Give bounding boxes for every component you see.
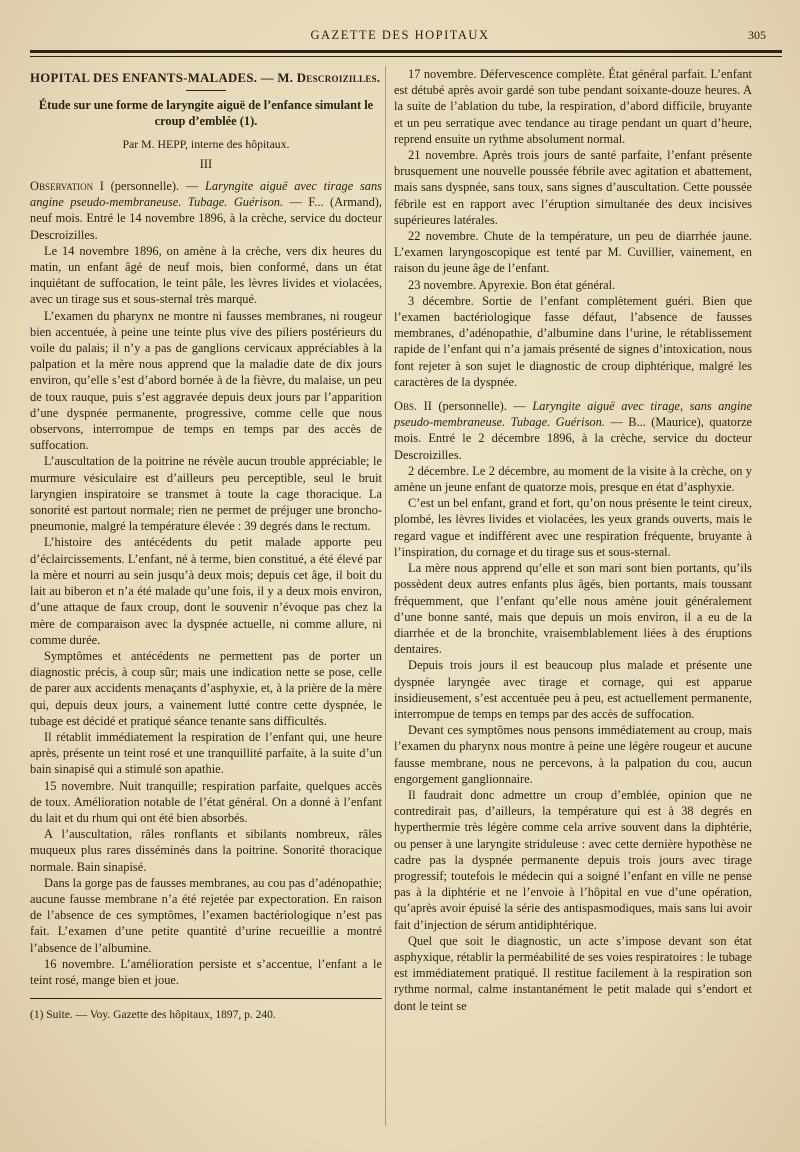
paragraph: Il rétablit immédiatement la respiration de l’enfant qui, une heure après, présente un teint rosé et une tranquillité parfaite, à la suite d’un bain sinapisé qui a stimulé son apathie.	[30, 729, 382, 777]
paragraph: 15 novembre. Nuit tranquille; respiration parfaite, quelques accès de toux. Amélioration notable de l’état général. On a donné à l’enfant du lait et du rhum qui ont été bien absorbés.	[30, 778, 382, 825]
paragraph: Il faudrait donc admettre un croup d’emblée, opinion que ne contredirait pas, d’ailleurs, la température qui est à 38 degrés en hyperthermie très légère comme cela arrive souvent dans la diphtérie, ou penser à une laryngite striduleuse : avec cette dernière hypothèse ne cadre pas la dyspnée permanente depuis trois jours avec tirage progressif; toutefois le médecin qui a soigné l’enfant en ville ne pense pas à la diphtérie et ne l’envoie à l’hôpital en vue d’une opération, qu’après avoir épuisé la série des antispasmodiques, mais sans lui avoir fait d’injection de sérum antidiphtérique.	[394, 787, 752, 932]
paragraph: L’examen du pharynx ne montre ni fausses membranes, ni rougeur bien accentuée, à peine une teinte plus vive des piliers postérieurs du voile du palais; il n’y a pas de ganglions cervicaux appréciables à la palpation et la mère nous apprend que la maladie date de dix jours environ, qu’elle s’est d’abord bornée à de la fièvre, du malaise, un peu de toux rauque, puis s’est aggravée depuis deux jours par l’apparition d’une dyspnée permanente, progressive, comme celle que nous observons, interrompue de temps en temps par des accès de suffocation.	[30, 308, 382, 453]
footnote-rule	[30, 998, 382, 999]
paragraph: Le 14 novembre 1896, on amène à la crèche, vers dix heures du matin, un enfant âgé de neuf mois, bien conformé, dans un état inquiétant de suffocation, le teint pâle, les lèvres livides et violacées, avec un tirage sus et sous-sternal très marqué.	[30, 243, 382, 307]
paragraph: Depuis trois jours il est beaucoup plus malade et présente une dyspnée laryngée avec tirage et cornage, qui est apparue insidieusement, s’est accentuée peu à peu, est actuellement permanente, interrompue de temps en temps par des accès de suffocation.	[394, 658, 752, 721]
paragraph: 21 novembre. Après trois jours de santé parfaite, l’enfant présente brusquement une nouvelle poussée fébrile avec agitation et abattement, mais sans dyspnée, sans toux, sans signes d’auscultation. Cette poussée fébrile est en rapport avec l’éruption simultanée des deux incisives supérieures latérales.	[394, 148, 752, 227]
paragraph: 16 novembre. L’amélioration persiste et s’accentue, l’enfant a le teint rosé, mange bien et joue.	[30, 956, 382, 987]
left-column	[30, 66, 382, 1023]
paragraph: 23 novembre. Apyrexie. Bon état général.	[408, 277, 616, 292]
paragraph: C’est un bel enfant, grand et fort, qu’on nous présente le teint cireux, plombé, les lèvres livides et violacées, les yeux grands ouverts, mais le regard vague et indifférent avec une respiration fréquente, bruyante à l’inspiration, du cornage et du tirage sus et sous-sternal.	[394, 496, 752, 559]
header-rule-thick	[30, 50, 782, 53]
observation-heading: Obs. II (personnelle). — Laryngite aiguë avec tirage, sans angine pseudo-membraneuse. Tubage. Guérison. — B... (Maurice), quatorze mois. Entré le 2 décembre 1896, à la crèche, service du docteur Descroizilles.	[394, 399, 752, 462]
title-rule	[186, 90, 226, 91]
paragraph: Symptômes et antécédents ne permettent pas de porter un diagnostic précis, à coup sûr; mais une indication nette se pose, celle de parer aux accidents menaçants d’asphyxie, et, à la prière de la mère qui, depuis deux jours, a vainement lutté contre cette dyspnée, le tubage est décidé et pratiqué séance tenante sans difficultés.	[30, 648, 382, 728]
journal-title: GAZETTE DES HOPITAUX	[310, 28, 490, 42]
paragraph: La mère nous apprend qu’elle et son mari sont bien portants, qu’ils possèdent deux autres enfants plus âgés, bien portants, mais toussant fréquemment, que l’enfant qu’elle nous amène jouit généralement d’une bonne santé, mais que depuis un mois environ, il a eu de la diarrhée et de la bronchite, vraisemblablement liées à des éruptions dentaires.	[394, 561, 752, 657]
paragraph: 3 décembre. Sortie de l’enfant complètement guéri. Bien que l’examen bactériologique fasse défaut, l’absence de fausses membranes, d’adénopathie, d’albumine dans l’urine, le rétablissement rapide de l’enfant qui n’a jamais présenté de signes d’intoxication, nous font rejeter à son sujet le diagnostic de croup diphtérique, malgré les caractères de la dyspnée.	[394, 293, 752, 389]
paragraph: Devant ces symptômes nous pensons immédiatement au croup, mais l’examen du pharynx nous montre à peine une légère rougeur et aucune fausse membrane, nous ne percevons, à la palpation du cou, aucun engorgement ganglionnaire.	[394, 723, 752, 786]
paragraph: L’histoire des antécédents du petit malade apporte peu d’éclaircissements. L’enfant, né à terme, bien constitué, a été élevé par la mère et nourri au sein jusqu’à deux mois; depuis cet âge, il boit du lait au biberon et n’a été malade qu’une fois, il y a deux mois environ, d’une attaque de faux croup, dont le souvenir n’évoque pas chez la mère de comparaison avec la dyspnée actuelle, ni comme allure, ni comme durée.	[30, 535, 382, 647]
column-divider	[385, 66, 386, 1126]
right-column	[394, 66, 752, 1014]
paragraph: 22 novembre. Chute de la température, un peu de diarrhée jaune. L’examen laryngoscopique est tenté par M. Cuvillier, vainement, en raison du jeune âge de l’enfant.	[394, 229, 752, 276]
spacer	[394, 390, 752, 398]
paragraph: A l’auscultation, râles ronflants et sibilants nombreux, râles muqueux plus rares disséminés dans la poitrine. Sonorité thoracique normale. Bain sinapisé.	[30, 827, 382, 874]
page-number: 305	[748, 28, 766, 42]
page-header	[30, 26, 770, 44]
author-line: Par M. HEPP, interne des hôpitaux.	[122, 136, 290, 151]
article-subtitle: Étude sur une forme de laryngite aiguë de l’enfance simulant le croup d’emblée (1).	[38, 98, 374, 129]
section-title: HOPITAL DES ENFANTS-MALADES. — M. Descroizilles.	[30, 71, 381, 85]
paragraph: Dans la gorge pas de fausses membranes, au cou pas d’adénopathie; aucune fausse membrane n’a été rejetée par expectoration. En raison de l’absence de ces symptômes, l’examen bactériologique n’est pas fait. L’examen d’une petite quantité d’urine recueillie a montré l’absence de l’albumine.	[30, 875, 382, 955]
paragraph: 17 novembre. Défervescence complète. État général parfait. L’enfant est détubé après avoir gardé son tube pendant soixante-douze heures. A la suite de l’ablation du tube, la respiration, d’abord difficile, bruyante et un peu serratique avec tendance au tirage pendant un quart d’heure, reprend ensuite un rythme absolument normal.	[394, 67, 752, 146]
paragraph: Quel que soit le diagnostic, un acte s’impose devant son état asphyxique, rétablir la perméabilité de ses voies respiratoires : le tubage est immédiatement pratiqué. Il restitue facilement à la respiration son rythme normal, calme instantanément le petit malade qui s’endort et dont le teint se	[394, 933, 752, 1013]
paragraph: 2 décembre. Le 2 décembre, au moment de la visite à la crèche, on y amène un jeune enfant de quatorze mois, presque en état d’asphyxie.	[394, 463, 752, 495]
paragraph: L’auscultation de la poitrine ne révèle aucun trouble appréciable; le murmure vésiculaire est d’ailleurs peu perceptible, seul le bruit laryngien inspiratoire se transmet à toute la cage thoracique. La sonorité est partout normale; rien ne permet de préjuger une broncho-pneumonie, malgré la température élevée : 39 degrés dans le rectum.	[30, 454, 382, 534]
footnote: (1) Suite. — Voy. Gazette des hôpitaux, 1897, p. 240.	[30, 1009, 276, 1022]
part-number: III	[199, 156, 213, 171]
observation-heading: Observation I (personnelle). — Laryngite aiguë avec tirage sans angine pseudo-membraneuse. Tubage. Guérison. — F... (Armand), neuf mois. Entré le 14 novembre 1896, à la crèche, service du docteur Descroizilles.	[30, 179, 383, 242]
header-rule-thin	[30, 56, 782, 57]
